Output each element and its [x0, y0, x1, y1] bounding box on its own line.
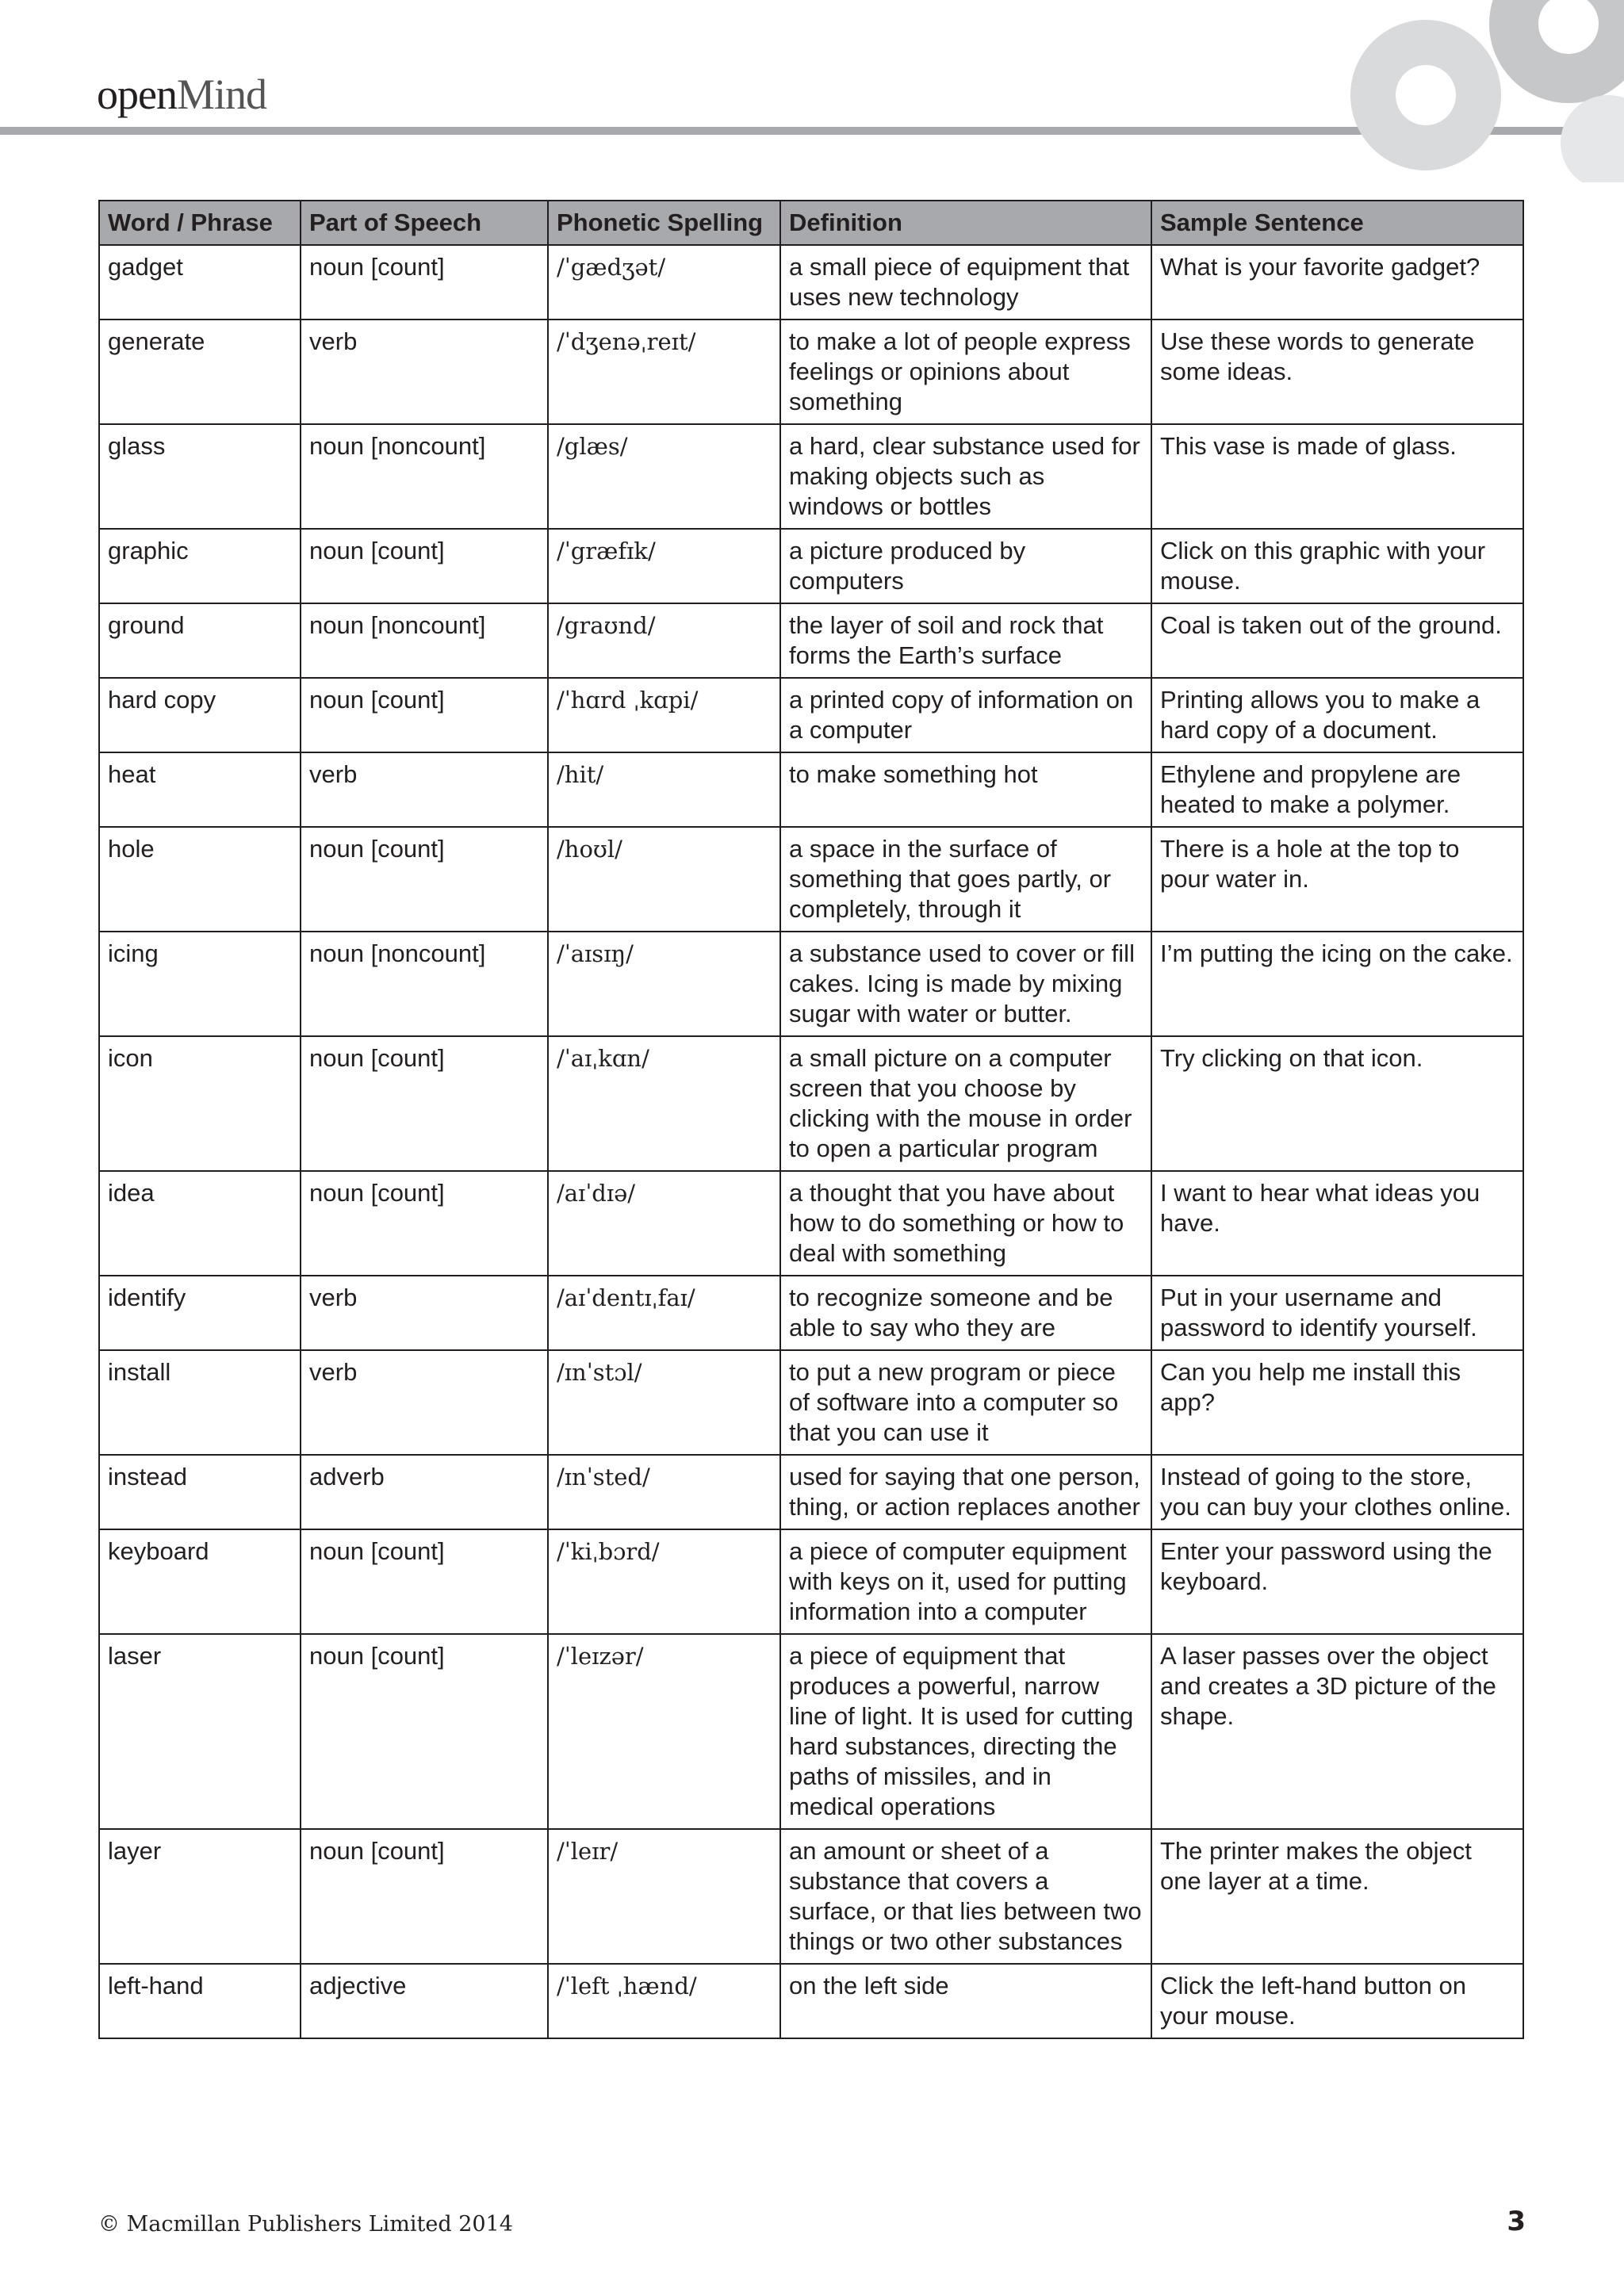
table-row	[99, 1634, 1523, 1829]
brand-logo	[97, 70, 266, 119]
cell-definition: a thought that you have about how to do something or how to deal with something	[780, 1171, 1151, 1276]
cell-sentence: Enter your password using the keyboard.	[1151, 1529, 1523, 1634]
cell-definition: a small piece of equipment that uses new technology	[780, 245, 1151, 320]
table-body	[99, 245, 1523, 2038]
table-row	[99, 1964, 1523, 2038]
cell-sentence: Instead of going to the store, you can buy your clothes online.	[1151, 1455, 1523, 1529]
cell-phonetic: /hoʊl/	[548, 827, 780, 932]
table-row	[99, 1350, 1523, 1455]
table-row	[99, 932, 1523, 1036]
cell-definition: to make a lot of people express feelings or opinions about something	[780, 320, 1151, 424]
cell-word: heat	[99, 752, 301, 827]
cell-phonetic: /ˈgræfɪk/	[548, 529, 780, 603]
cell-word: layer	[99, 1829, 301, 1964]
cell-phonetic: /ˈleɪr/	[548, 1829, 780, 1964]
vocabulary-table	[98, 200, 1524, 2039]
cell-sentence: Click the left-hand button on your mouse.	[1151, 1964, 1523, 2038]
cell-part-of-speech: noun [count]	[301, 245, 548, 320]
cell-sentence: Use these words to generate some ideas.	[1151, 320, 1523, 424]
copyright-text: © Macmillan Publishers Limited 2014	[98, 2212, 513, 2237]
cell-phonetic: /ɪnˈsted/	[548, 1455, 780, 1529]
cell-phonetic: /graʊnd/	[548, 603, 780, 678]
cell-part-of-speech: verb	[301, 1350, 548, 1455]
cell-phonetic: /aɪˈdɪə/	[548, 1171, 780, 1276]
cell-sentence: Ethylene and propylene are heated to make a polymer.	[1151, 752, 1523, 827]
cell-sentence: Printing allows you to make a hard copy of a document.	[1151, 678, 1523, 752]
cell-word: graphic	[99, 529, 301, 603]
cell-sentence: A laser passes over the object and creates a 3D picture of the shape.	[1151, 1634, 1523, 1829]
table-row	[99, 603, 1523, 678]
cell-phonetic: /ɪnˈstɔl/	[548, 1350, 780, 1455]
cell-word: icing	[99, 932, 301, 1036]
cell-sentence: I’m putting the icing on the cake.	[1151, 932, 1523, 1036]
cell-part-of-speech: noun [count]	[301, 1829, 548, 1964]
cell-sentence: I want to hear what ideas you have.	[1151, 1171, 1523, 1276]
column-header-definition: Definition	[780, 201, 1151, 245]
cell-part-of-speech: verb	[301, 1276, 548, 1350]
cell-definition: a substance used to cover or fill cakes. Icing is made by mixing sugar with water or butter.	[780, 932, 1151, 1036]
cell-sentence: This vase is made of glass.	[1151, 424, 1523, 529]
cell-definition: an amount or sheet of a substance that covers a surface, or that lies between two things or two other substances	[780, 1829, 1151, 1964]
cell-definition: to recognize someone and be able to say who they are	[780, 1276, 1151, 1350]
cell-phonetic: /ˈleɪzər/	[548, 1634, 780, 1829]
cell-definition: a picture produced by computers	[780, 529, 1151, 603]
cell-part-of-speech: noun [count]	[301, 678, 548, 752]
cell-word: generate	[99, 320, 301, 424]
cell-definition: a piece of computer equipment with keys on it, used for putting information into a computer	[780, 1529, 1151, 1634]
cell-part-of-speech: noun [count]	[301, 1171, 548, 1276]
cell-phonetic: /ˈleft ˌhænd/	[548, 1964, 780, 2038]
table-row	[99, 1036, 1523, 1171]
cell-definition: to put a new program or piece of software into a computer so that you can use it	[780, 1350, 1151, 1455]
table-row	[99, 424, 1523, 529]
cell-part-of-speech: verb	[301, 320, 548, 424]
table-row	[99, 1529, 1523, 1634]
cell-definition: a piece of equipment that produces a powerful, narrow line of light. It is used for cutting hard substances, directing the paths of missiles, and in medical operations	[780, 1634, 1151, 1829]
cell-word: keyboard	[99, 1529, 301, 1634]
cell-sentence: What is your favorite gadget?	[1151, 245, 1523, 320]
cell-definition: a space in the surface of something that goes partly, or completely, through it	[780, 827, 1151, 932]
cell-sentence: There is a hole at the top to pour water in.	[1151, 827, 1523, 932]
page-number: 3	[1507, 2206, 1526, 2237]
cell-phonetic: /ˈgædʒət/	[548, 245, 780, 320]
cell-sentence: Click on this graphic with your mouse.	[1151, 529, 1523, 603]
column-header-word: Word / Phrase	[99, 201, 301, 245]
table-row	[99, 752, 1523, 827]
cell-part-of-speech: noun [count]	[301, 1529, 548, 1634]
cell-sentence: The printer makes the object one layer at a time.	[1151, 1829, 1523, 1964]
cell-word: gadget	[99, 245, 301, 320]
cell-part-of-speech: noun [count]	[301, 1036, 548, 1171]
cell-word: hard copy	[99, 678, 301, 752]
cell-word: hole	[99, 827, 301, 932]
cell-phonetic: /ˈhɑrd ˌkɑpi/	[548, 678, 780, 752]
cell-definition: used for saying that one person, thing, or action replaces another	[780, 1455, 1151, 1529]
table-row	[99, 320, 1523, 424]
table-row	[99, 1171, 1523, 1276]
table-row	[99, 1455, 1523, 1529]
table-row	[99, 678, 1523, 752]
table-row	[99, 1829, 1523, 1964]
cell-word: icon	[99, 1036, 301, 1171]
cell-part-of-speech: noun [count]	[301, 827, 548, 932]
cell-sentence: Can you help me install this app?	[1151, 1350, 1523, 1455]
cell-definition: a small picture on a computer screen that you choose by clicking with the mouse in order to open a particular program	[780, 1036, 1151, 1171]
table-row	[99, 529, 1523, 603]
cell-part-of-speech: noun [count]	[301, 1634, 548, 1829]
cell-word: instead	[99, 1455, 301, 1529]
logo-open: open	[97, 71, 177, 118]
column-header-phonetic: Phonetic Spelling	[548, 201, 780, 245]
cell-word: ground	[99, 603, 301, 678]
table-header-row	[99, 201, 1523, 245]
logo-mind: Mind	[176, 71, 266, 118]
cell-definition: to make something hot	[780, 752, 1151, 827]
cell-definition: on the left side	[780, 1964, 1151, 2038]
table-row	[99, 245, 1523, 320]
cell-part-of-speech: adjective	[301, 1964, 548, 2038]
cell-part-of-speech: noun [noncount]	[301, 603, 548, 678]
table-row	[99, 1276, 1523, 1350]
cell-word: idea	[99, 1171, 301, 1276]
cell-phonetic: /ˈaɪsɪŋ/	[548, 932, 780, 1036]
cell-phonetic: /glæs/	[548, 424, 780, 529]
cell-phonetic: /ˈkiˌbɔrd/	[548, 1529, 780, 1634]
cell-definition: a hard, clear substance used for making objects such as windows or bottles	[780, 424, 1151, 529]
cell-part-of-speech: verb	[301, 752, 548, 827]
cell-phonetic: /ˈdʒenəˌreɪt/	[548, 320, 780, 424]
cell-definition: the layer of soil and rock that forms the Earth’s surface	[780, 603, 1151, 678]
cell-word: laser	[99, 1634, 301, 1829]
cell-sentence: Coal is taken out of the ground.	[1151, 603, 1523, 678]
gears-decoration-icon	[1307, 0, 1624, 182]
column-header-sentence: Sample Sentence	[1151, 201, 1523, 245]
cell-definition: a printed copy of information on a computer	[780, 678, 1151, 752]
cell-phonetic: /hit/	[548, 752, 780, 827]
cell-part-of-speech: noun [count]	[301, 529, 548, 603]
cell-word: glass	[99, 424, 301, 529]
cell-sentence: Try clicking on that icon.	[1151, 1036, 1523, 1171]
cell-sentence: Put in your username and password to identify yourself.	[1151, 1276, 1523, 1350]
cell-word: left-hand	[99, 1964, 301, 2038]
cell-phonetic: /aɪˈdentɪˌfaɪ/	[548, 1276, 780, 1350]
cell-part-of-speech: noun [noncount]	[301, 424, 548, 529]
cell-word: install	[99, 1350, 301, 1455]
cell-part-of-speech: adverb	[301, 1455, 548, 1529]
cell-word: identify	[99, 1276, 301, 1350]
column-header-part-of-speech: Part of Speech	[301, 201, 548, 245]
cell-part-of-speech: noun [noncount]	[301, 932, 548, 1036]
cell-phonetic: /ˈaɪˌkɑn/	[548, 1036, 780, 1171]
table-row	[99, 827, 1523, 932]
